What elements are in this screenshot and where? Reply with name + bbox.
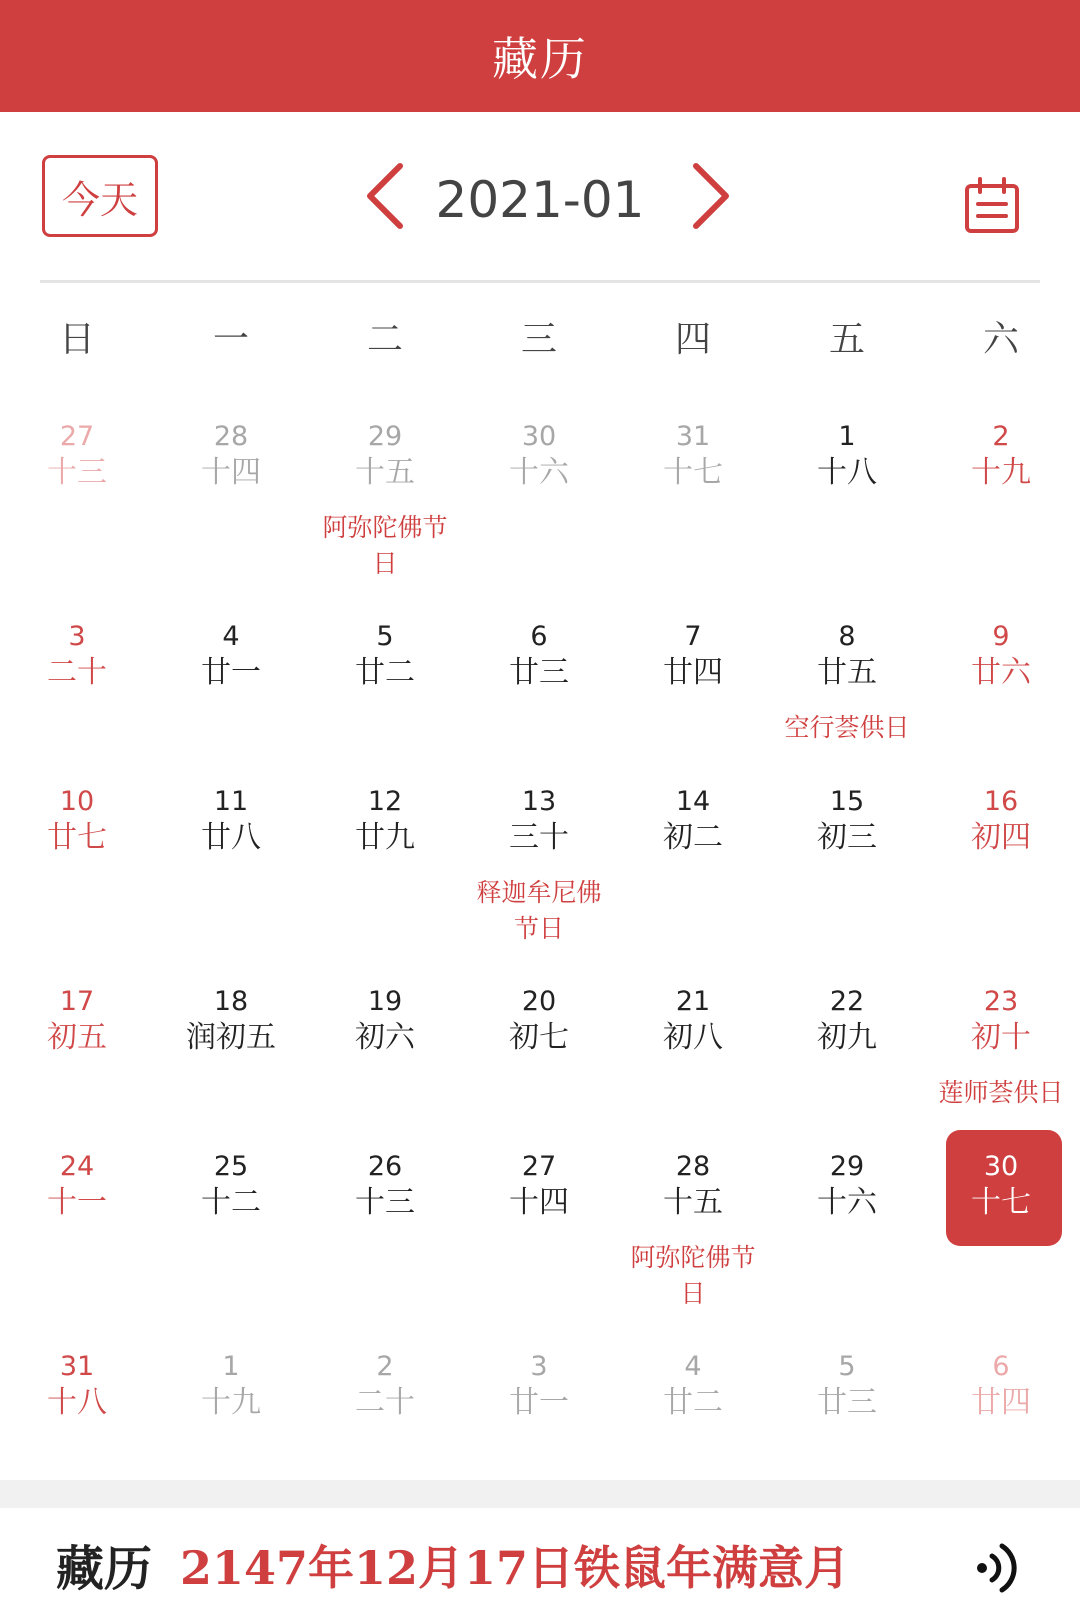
day-number: 22 xyxy=(829,986,865,1017)
day-cell[interactable] xyxy=(462,420,616,492)
today-button-label: 今天 xyxy=(61,177,138,222)
lunar-date: 十三 xyxy=(47,455,107,490)
lunar-date: 初七 xyxy=(509,1020,569,1055)
day-number: 29 xyxy=(829,1151,865,1182)
lunar-date: 廿三 xyxy=(817,1385,877,1420)
day-cell[interactable] xyxy=(770,620,924,746)
day-cell[interactable] xyxy=(924,620,1078,692)
day-number: 15 xyxy=(829,786,865,817)
day-number: 6 xyxy=(992,1351,1010,1382)
lunar-date: 初八 xyxy=(663,1020,723,1055)
day-number: 24 xyxy=(59,1151,95,1182)
day-cell[interactable] xyxy=(616,985,770,1057)
day-number: 9 xyxy=(992,621,1010,652)
footer-title: 藏历 xyxy=(56,1541,153,1597)
day-cell[interactable] xyxy=(154,1150,308,1222)
day-cell[interactable] xyxy=(154,620,308,692)
lunar-date: 十七 xyxy=(663,455,723,490)
day-number: 29 xyxy=(367,421,403,452)
tibetan-date: 2147年12月17日铁鼠年满意月 xyxy=(180,1541,851,1595)
weekday-label: 六 xyxy=(982,319,1019,360)
weekday-label: 四 xyxy=(674,319,711,360)
lunar-date: 三十 xyxy=(509,820,569,855)
lunar-date: 二十 xyxy=(355,1385,415,1420)
day-number: 5 xyxy=(838,1351,856,1382)
lunar-date: 初十 xyxy=(971,1020,1031,1055)
page-title: 藏历 xyxy=(492,32,588,86)
day-cell[interactable] xyxy=(770,1350,924,1422)
lunar-date: 廿六 xyxy=(971,655,1031,690)
day-cell[interactable] xyxy=(770,785,924,857)
chevron-right-icon xyxy=(680,160,740,232)
day-cell[interactable] xyxy=(308,1350,462,1422)
day-number: 28 xyxy=(675,1151,711,1182)
day-cell[interactable] xyxy=(924,985,1078,1111)
day-cell[interactable] xyxy=(0,1350,154,1422)
current-month-label: 2021-01 xyxy=(435,171,645,229)
day-cell[interactable] xyxy=(0,785,154,857)
day-number: 3 xyxy=(530,1351,548,1382)
day-number: 18 xyxy=(213,986,249,1017)
day-number: 2 xyxy=(376,1351,394,1382)
lunar-date: 廿三 xyxy=(509,655,569,690)
lunar-date: 润初五 xyxy=(186,1020,276,1055)
day-cell[interactable] xyxy=(308,785,462,857)
day-cell-selected[interactable] xyxy=(924,1150,1078,1222)
lunar-date: 十六 xyxy=(817,1185,877,1220)
day-number: 4 xyxy=(222,621,240,652)
lunar-date: 廿四 xyxy=(971,1385,1031,1420)
lunar-date: 十五 xyxy=(355,455,415,490)
day-cell[interactable] xyxy=(616,420,770,492)
day-cell[interactable] xyxy=(770,1150,924,1222)
festival-label: 阿弥陀佛节日 xyxy=(630,1243,756,1308)
lunar-date: 十六 xyxy=(509,455,569,490)
lunar-date: 廿四 xyxy=(663,655,723,690)
day-cell[interactable] xyxy=(924,1350,1078,1422)
day-number: 5 xyxy=(376,621,394,652)
app-header xyxy=(0,0,1080,112)
day-number: 19 xyxy=(367,986,403,1017)
weekday-header xyxy=(0,310,1080,370)
section-separator xyxy=(0,1480,1080,1508)
day-number: 6 xyxy=(530,621,548,652)
day-cell[interactable] xyxy=(0,1150,154,1222)
weekday-label: 日 xyxy=(58,319,95,360)
day-number: 2 xyxy=(992,421,1010,452)
calendar-grid xyxy=(0,400,1080,1440)
lunar-date: 十一 xyxy=(47,1185,107,1220)
day-number: 27 xyxy=(59,421,95,452)
day-cell[interactable] xyxy=(462,620,616,692)
lunar-date: 十五 xyxy=(663,1185,723,1220)
day-number: 27 xyxy=(521,1151,557,1182)
lunar-date: 十三 xyxy=(355,1185,415,1220)
day-cell[interactable] xyxy=(0,620,154,692)
lunar-date: 廿九 xyxy=(355,820,415,855)
day-cell[interactable] xyxy=(462,985,616,1057)
day-number: 1 xyxy=(222,1351,240,1382)
lunar-date: 十四 xyxy=(509,1185,569,1220)
day-cell[interactable] xyxy=(154,1350,308,1422)
divider xyxy=(40,280,1040,283)
day-number: 28 xyxy=(213,421,249,452)
calendar-icon xyxy=(962,176,1022,236)
day-cell[interactable] xyxy=(770,985,924,1057)
festival-label: 阿弥陀佛节日 xyxy=(322,513,448,578)
lunar-date: 十七 xyxy=(971,1185,1031,1220)
festival-label: 莲师荟供日 xyxy=(938,1078,1064,1107)
day-number: 10 xyxy=(59,786,95,817)
day-cell[interactable] xyxy=(308,420,462,582)
lunar-date: 十八 xyxy=(47,1385,107,1420)
weekday-label: 五 xyxy=(828,319,865,360)
day-cell[interactable] xyxy=(924,420,1078,492)
next-month-button[interactable] xyxy=(680,160,740,232)
day-number: 26 xyxy=(367,1151,403,1182)
day-number: 7 xyxy=(684,621,702,652)
day-cell[interactable] xyxy=(154,985,308,1057)
day-cell[interactable] xyxy=(0,985,154,1057)
footer-bar xyxy=(0,1508,1080,1610)
day-number: 8 xyxy=(838,621,856,652)
lunar-date: 廿五 xyxy=(817,655,877,690)
lunar-date: 初六 xyxy=(355,1020,415,1055)
weekday-label: 三 xyxy=(520,319,557,360)
lunar-date: 初三 xyxy=(817,820,877,855)
day-cell[interactable] xyxy=(924,785,1078,857)
festival-label: 释迦牟尼佛节日 xyxy=(476,878,602,943)
day-cell[interactable] xyxy=(616,1350,770,1422)
weekday-label: 一 xyxy=(212,319,249,360)
lunar-date: 十八 xyxy=(817,455,877,490)
lunar-date: 初五 xyxy=(47,1020,107,1055)
lunar-date: 廿二 xyxy=(355,655,415,690)
day-number: 4 xyxy=(684,1351,702,1382)
prev-month-button[interactable] xyxy=(356,160,416,232)
lunar-date: 廿二 xyxy=(663,1385,723,1420)
day-cell[interactable] xyxy=(308,985,462,1057)
lunar-date: 廿一 xyxy=(201,655,261,690)
today-button[interactable] xyxy=(42,155,158,237)
day-number: 13 xyxy=(521,786,557,817)
lunar-date: 十四 xyxy=(201,455,261,490)
day-number: 30 xyxy=(521,421,557,452)
day-number: 1 xyxy=(838,421,856,452)
day-cell[interactable] xyxy=(462,1350,616,1422)
day-number: 17 xyxy=(59,986,95,1017)
lunar-date: 十九 xyxy=(201,1385,261,1420)
day-number: 31 xyxy=(675,421,711,452)
lunar-date: 初九 xyxy=(817,1020,877,1055)
speaker-icon[interactable] xyxy=(972,1538,1028,1594)
day-cell[interactable] xyxy=(462,785,616,947)
lunar-date: 廿七 xyxy=(47,820,107,855)
day-cell[interactable] xyxy=(770,420,924,492)
day-cell[interactable] xyxy=(154,420,308,492)
day-cell[interactable] xyxy=(154,785,308,857)
lunar-date: 初二 xyxy=(663,820,723,855)
day-cell[interactable] xyxy=(616,620,770,692)
day-number: 14 xyxy=(675,786,711,817)
calendar-picker-button[interactable] xyxy=(962,176,1022,236)
lunar-date: 初四 xyxy=(971,820,1031,855)
lunar-date: 十九 xyxy=(971,455,1031,490)
lunar-date: 二十 xyxy=(47,655,107,690)
day-number: 21 xyxy=(675,986,711,1017)
day-number: 25 xyxy=(213,1151,249,1182)
day-number: 12 xyxy=(367,786,403,817)
day-number: 20 xyxy=(521,986,557,1017)
day-number: 3 xyxy=(68,621,86,652)
lunar-date: 廿八 xyxy=(201,820,261,855)
day-cell[interactable] xyxy=(0,420,154,492)
day-cell[interactable] xyxy=(462,1150,616,1222)
day-number: 23 xyxy=(983,986,1019,1017)
day-cell[interactable] xyxy=(308,1150,462,1222)
lunar-date: 十二 xyxy=(201,1185,261,1220)
day-number: 30 xyxy=(983,1151,1019,1182)
day-cell[interactable] xyxy=(308,620,462,692)
weekday-label: 二 xyxy=(366,319,403,360)
chevron-left-icon xyxy=(356,160,416,232)
lunar-date: 廿一 xyxy=(509,1385,569,1420)
day-number: 31 xyxy=(59,1351,95,1382)
day-number: 16 xyxy=(983,786,1019,817)
day-cell[interactable] xyxy=(616,1150,770,1312)
day-cell[interactable] xyxy=(616,785,770,857)
day-number: 11 xyxy=(213,786,249,817)
festival-label: 空行荟供日 xyxy=(784,713,910,742)
